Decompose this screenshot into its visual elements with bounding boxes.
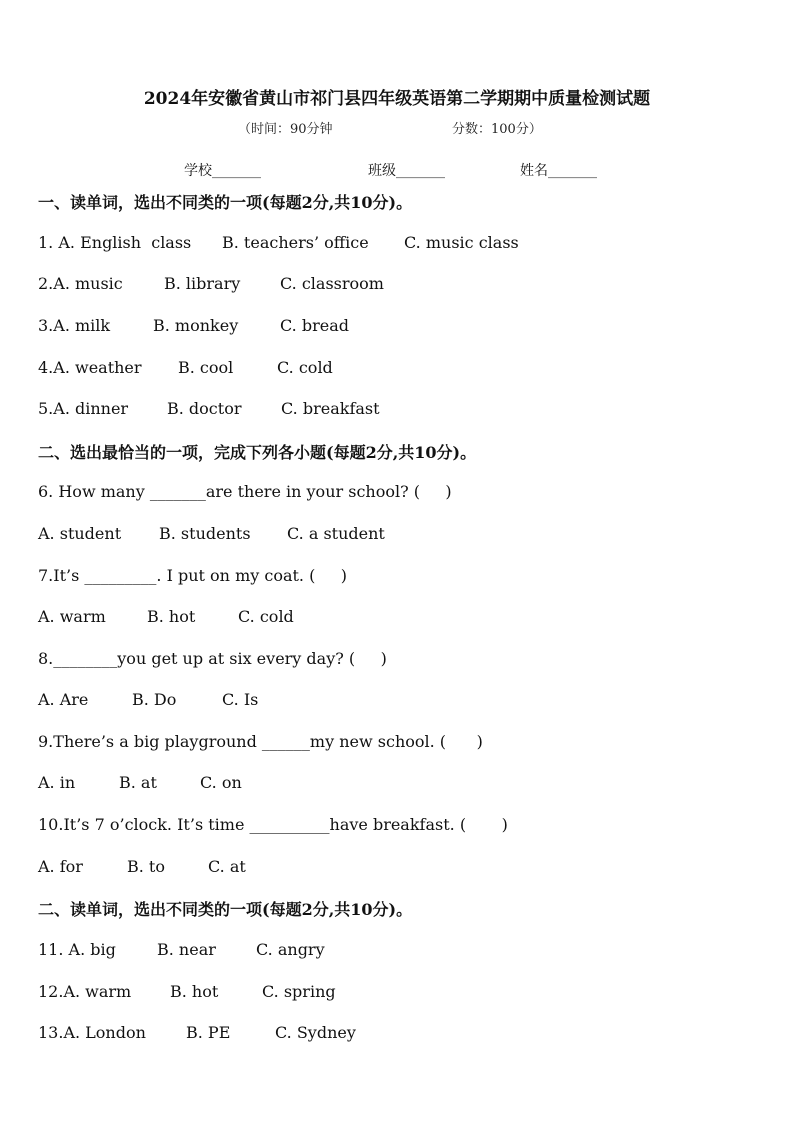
q3-option-a: 3.A. milk [38,316,111,335]
section-heading-1: 一、读单词，选出不同类的一项(每题2分,共10分)。 [38,193,413,212]
q6-stem: 6. How many _______are there in your school? ( ) [38,482,452,501]
name-field: 姓名_______ [520,163,597,179]
q13-option-b: B. PE [186,1023,231,1042]
q9-option-a: A. in [38,773,76,792]
section-heading-3: 二、读单词，选出不同类的一项(每题2分,共10分)。 [38,900,413,919]
q9-option-c: C. on [200,773,242,792]
section-heading-2: 二、选出最恰当的一项，完成下列各小题(每题2分,共10分)。 [38,443,477,462]
q12-option-b: B. hot [170,982,219,1001]
exam-time: （时间：90分钟 [238,122,333,137]
q8-option-b: B. Do [132,690,177,709]
q4-option-a: 4.A. weather [38,358,142,377]
q5-option-a: 5.A. dinner [38,399,129,418]
q10-option-c: C. at [208,857,246,876]
q6-option-c: C. a student [287,524,385,543]
q7-option-a: A. warm [38,607,106,626]
q1-option-c: C. music class [404,233,519,252]
q8-stem: 8.________you get up at six every day? ( ) [38,649,387,668]
q11-option-a: 11. A. big [38,940,116,959]
q2-option-a: 2.A. music [38,274,123,293]
q4-option-b: B. cool [178,358,234,377]
q1-option-a: 1. A. English class [38,233,192,252]
exam-score: 分数：100分） [452,122,542,137]
q11-option-c: C. angry [256,940,325,959]
q11-option-b: B. near [157,940,216,959]
q12-option-a: 12.A. warm [38,982,132,1001]
q3-option-b: B. monkey [153,316,239,335]
q7-option-b: B. hot [147,607,196,626]
q7-stem: 7.It’s _________. I put on my coat. ( ) [38,566,348,585]
q6-option-b: B. students [159,524,251,543]
q1-option-b: B. teachers’ office [222,233,369,252]
q4-option-c: C. cold [277,358,333,377]
q9-stem: 9.There’s a big playground ______my new school. ( ) [38,732,483,751]
q5-option-c: C. breakfast [281,399,380,418]
q10-option-a: A. for [38,857,83,876]
q9-option-b: B. at [119,773,157,792]
q12-option-c: C. spring [262,982,336,1001]
q2-option-b: B. library [164,274,241,293]
q5-option-b: B. doctor [167,399,242,418]
q13-option-a: 13.A. London [38,1023,146,1042]
q10-option-b: B. to [127,857,165,876]
q2-option-c: C. classroom [280,274,384,293]
school-field: 学校_______ [184,163,261,179]
q8-option-a: A. Are [38,690,89,709]
page-title: 2024年安徽省黄山市祁门县四年级英语第二学期期中质量检测试题 [143,89,651,109]
q13-option-c: C. Sydney [275,1023,356,1042]
q10-stem: 10.It’s 7 o’clock. It’s time __________have breakfast. ( ) [38,815,508,834]
q8-option-c: C. Is [222,690,259,709]
class-field: 班级_______ [368,163,445,179]
q6-option-a: A. student [38,524,122,543]
q7-option-c: C. cold [238,607,294,626]
q3-option-c: C. bread [280,316,349,335]
